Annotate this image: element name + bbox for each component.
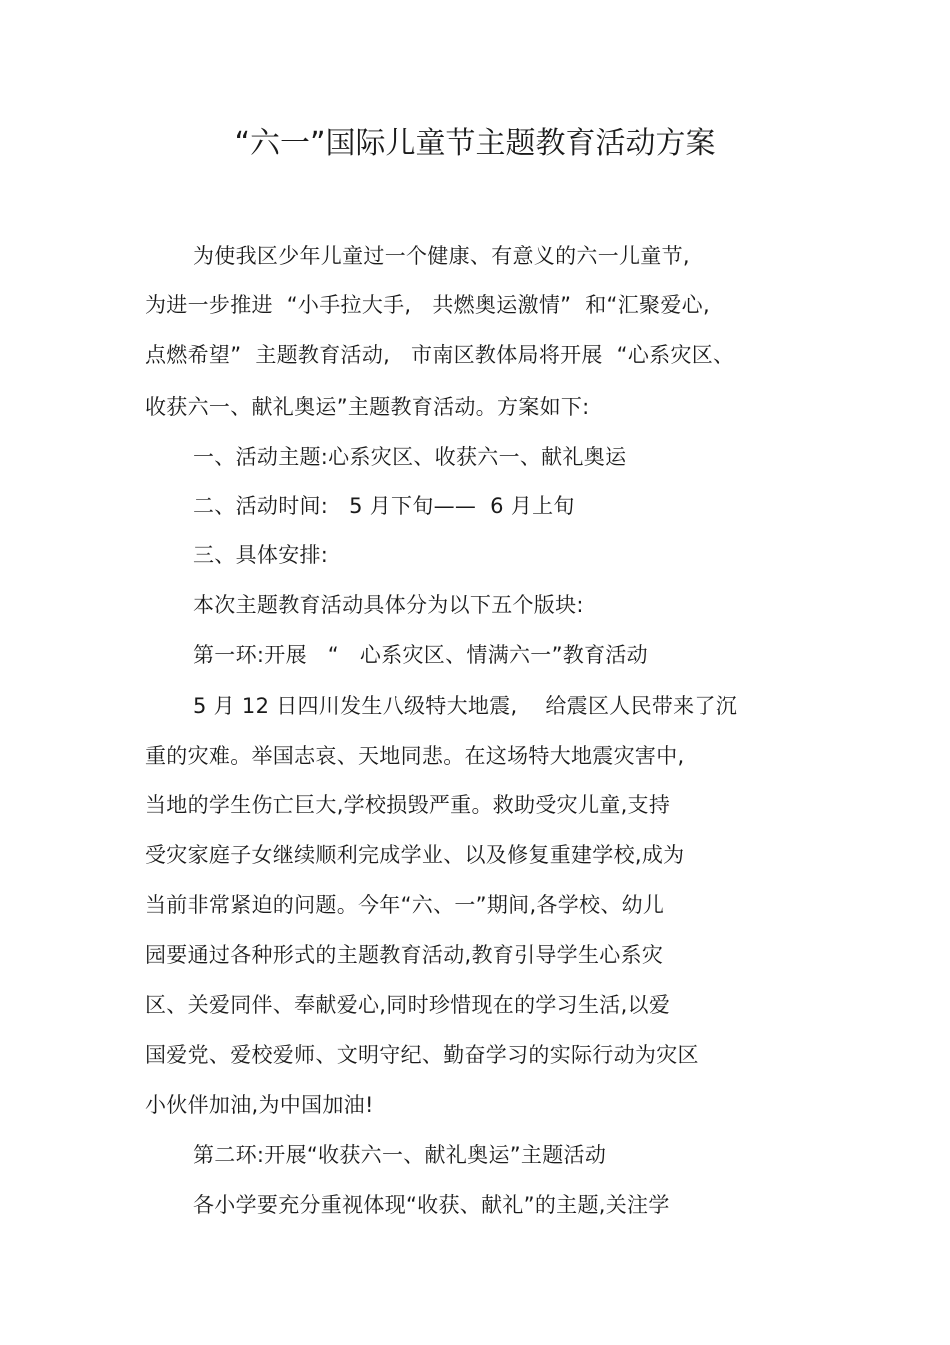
part-one-line-9: 小伙伴加油,为中国加油!: [145, 1093, 374, 1117]
part-one-line-2: 重的灾难。举国志哀、天地同悲。在这场特大地震灾害中,: [145, 744, 685, 768]
paragraph-line-4: 收获六一、献礼奥运”主题教育活动。方案如下:: [145, 395, 590, 419]
part-one-line-4: 受灾家庭子女继续顺利完成学业、以及修复重建学校,成为: [145, 843, 685, 867]
part-one-line-5: 当前非常紧迫的问题。今年“六、一”期间,各学校、幼儿: [145, 893, 665, 917]
arrangement-intro: 本次主题教育活动具体分为以下五个版块:: [193, 593, 584, 617]
section-theme: 一、活动主题:心系灾区、收获六一、献礼奥运: [193, 445, 627, 469]
part-one-line-1: 5 月 12 日四川发生八级特大地震, 给震区人民带来了沉: [193, 694, 738, 718]
paragraph-line-1: 为使我区少年儿童过一个健康、有意义的六一儿童节,: [193, 244, 690, 268]
part-two-heading: 第二环:开展“收获六一、献礼奥运”主题活动: [193, 1143, 607, 1167]
part-one-heading: 第一环:开展 “ 心系灾区、情满六一”教育活动: [193, 643, 648, 667]
section-arrangement: 三、具体安排:: [193, 543, 329, 567]
part-one-line-7: 区、关爱同伴、奉献爱心,同时珍惜现在的学习生活,以爱: [145, 993, 671, 1017]
part-two-line-1: 各小学要充分重视体现“收获、献礼”的主题,关注学: [193, 1193, 670, 1217]
paragraph-line-2: 为进一步推进 “小手拉大手, 共燃奥运激情” 和“汇聚爱心,: [145, 293, 710, 317]
part-one-line-3: 当地的学生伤亡巨大,学校损毁严重。救助受灾儿童,支持: [145, 793, 671, 817]
paragraph-line-3: 点燃希望” 主题教育活动, 市南区教体局将开展 “心系灾区、: [145, 343, 735, 367]
part-one-line-6: 园要通过各种形式的主题教育活动,教育引导学生心系灾: [145, 943, 664, 967]
part-one-line-8: 国爱党、爱校爱师、文明守纪、勤奋学习的实际行动为灾区: [145, 1043, 699, 1067]
section-time: 二、活动时间: 5 月下旬—— 6 月上旬: [193, 494, 575, 518]
document-title: “六一”国际儿童节主题教育活动方案: [234, 126, 716, 161]
